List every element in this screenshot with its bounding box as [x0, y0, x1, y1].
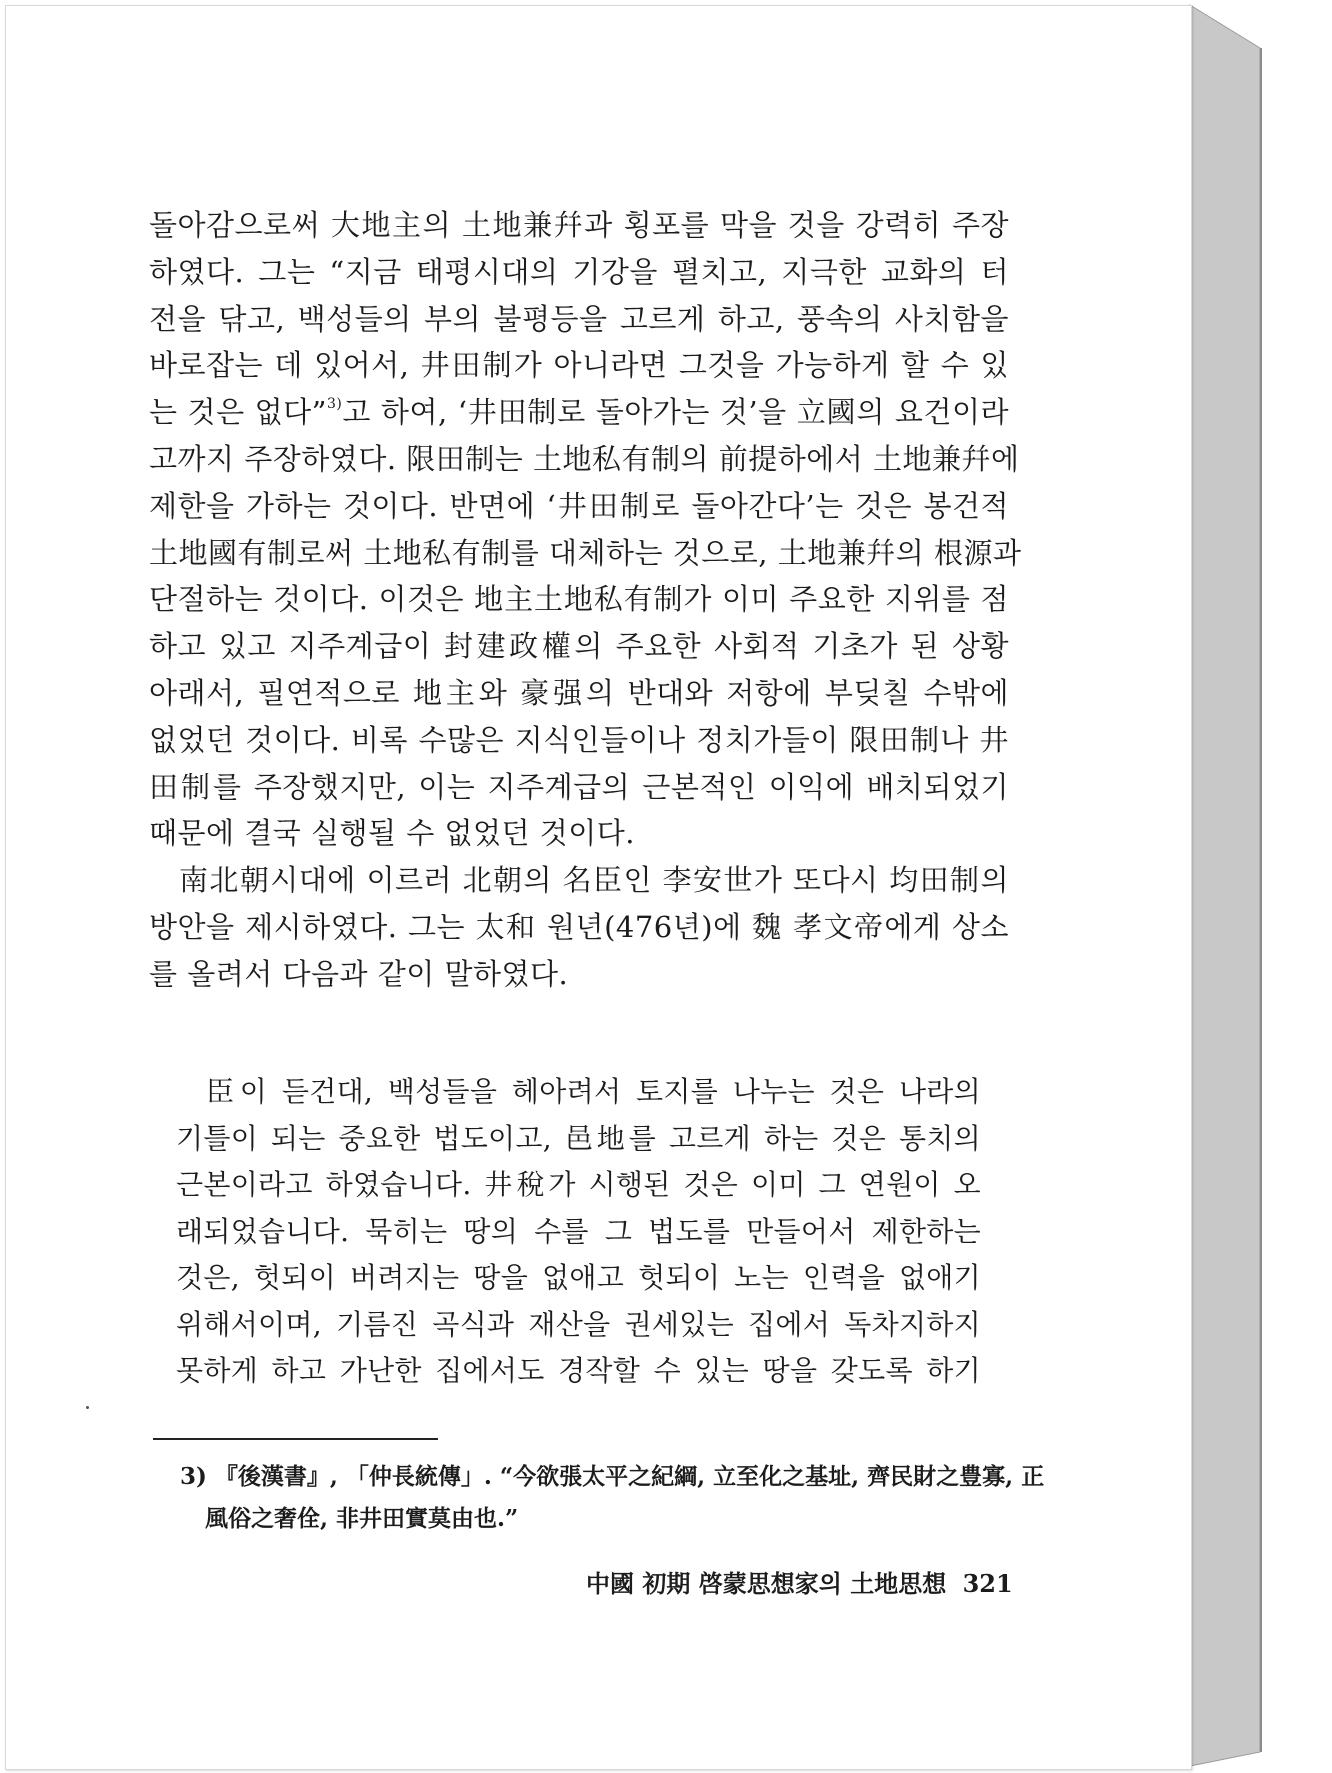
- text-segment: 고 하여, ‘井田制로 돌아가는 것’을 立國의 요건이라: [342, 395, 1009, 430]
- text-line: 없었던 것이다. 비록 수많은 지식인들이나 정치가들이 限田制나 井: [149, 722, 1009, 757]
- footnote-marker: 3): [327, 396, 343, 413]
- quote-line: 기틀이 되는 중요한 법도이고, 邑地를 고르게 하는 것은 통치의: [176, 1121, 981, 1155]
- text-line: 전을 닦고, 백성들의 부의 불평등을 고르게 하고, 풍속의 사치함을: [149, 301, 1009, 336]
- text-line: 土地國有制로써 土地私有制를 대체하는 것으로, 土地兼幷의 根源과: [149, 535, 1022, 570]
- text-line: 하고 있고 지주계급이 封建政權의 주요한 사회적 기초가 된 상황: [149, 629, 1009, 664]
- quote-line: 근본이라고 하였습니다. 井稅가 시행된 것은 이미 그 연원이 오: [176, 1168, 981, 1201]
- text-line: 하였다. 그는 “지금 태평시대의 기강을 펼치고, 지극한 교화의 터: [149, 254, 1009, 289]
- text-line: 단절하는 것이다. 이것은 地主土地私有制가 이미 주요한 지위를 점: [149, 582, 1009, 617]
- quote-line: 위해서이며, 기름진 곡식과 재산을 권세있는 집에서 독차지하지: [176, 1307, 981, 1341]
- running-footer: [586, 1564, 1013, 1599]
- paragraph-1: [149, 202, 1022, 857]
- quote-line: 것은, 헛되이 버려지는 땅을 없애고 헛되이 노는 인력을 없애기: [176, 1261, 981, 1294]
- running-title: 中國 初期 啓蒙思想家의 土地思想: [586, 1569, 947, 1598]
- paragraph-2: [149, 857, 1009, 997]
- text-line: 돌아감으로써 大地主의 土地兼幷과 횡포를 막을 것을 강력히 주장: [149, 208, 1009, 242]
- quote-line: 臣이 듣건대, 백성들을 헤아려서 토지를 나누는 것은 나라의: [206, 1075, 981, 1108]
- text-line: 때문에 결국 실행될 수 없었던 것이다.: [149, 816, 636, 851]
- page-number: 321: [962, 1569, 1013, 1598]
- main-body-text: [149, 202, 1022, 998]
- quote-line: 못하게 하고 가난한 집에서도 경작할 수 있는 땅을 갖도록 하기: [176, 1354, 981, 1387]
- text-line-with-footnote: [149, 389, 1009, 436]
- text-line: 田制를 주장했지만, 이는 지주계급의 근본적인 이익에 배치되었기: [149, 769, 1009, 804]
- scan-speck: [86, 1406, 89, 1409]
- text-line: 고까지 주장하였다. 限田制는 土地私有制의 前提하에서 土地兼幷에: [149, 441, 1020, 476]
- book-page: [5, 5, 1192, 1770]
- footnote: [180, 1456, 1045, 1540]
- text-line: 아래서, 필연적으로 地主와 豪强의 반대와 저항에 부딪칠 수밖에: [149, 675, 1009, 710]
- block-quote: [176, 1069, 981, 1395]
- footnote-divider: [153, 1438, 438, 1440]
- text-line: 제한을 가하는 것이다. 반면에 ‘井田制로 돌아간다’는 것은 봉건적: [149, 488, 1009, 523]
- quote-line: 래되었습니다. 묵히는 땅의 수를 그 법도를 만들어서 제한하는: [176, 1214, 981, 1248]
- footnote-line: 3) 『後漢書』, 「仲長統傳」. “今欲張太平之紀綱, 立至化之基址, 齊民財之豊寡, 正: [180, 1463, 1045, 1490]
- text-line: 를 올려서 다음과 같이 말하였다.: [149, 956, 569, 991]
- footnote-line: 風俗之奢佺, 非井田實莫由也.”: [205, 1505, 519, 1532]
- text-line: 바로잡는 데 있어서, 井田制가 아니라면 그것을 가능하게 할 수 있: [149, 348, 1009, 383]
- text-segment: 는 것은 없다”: [149, 395, 327, 430]
- text-line: 南北朝시대에 이르러 北朝의 名臣인 李安世가 또다시 均田制의: [179, 863, 1009, 898]
- text-line: 방안을 제시하였다. 그는 太和 원년(476년)에 魏 孝文帝에게 상소: [149, 909, 1009, 944]
